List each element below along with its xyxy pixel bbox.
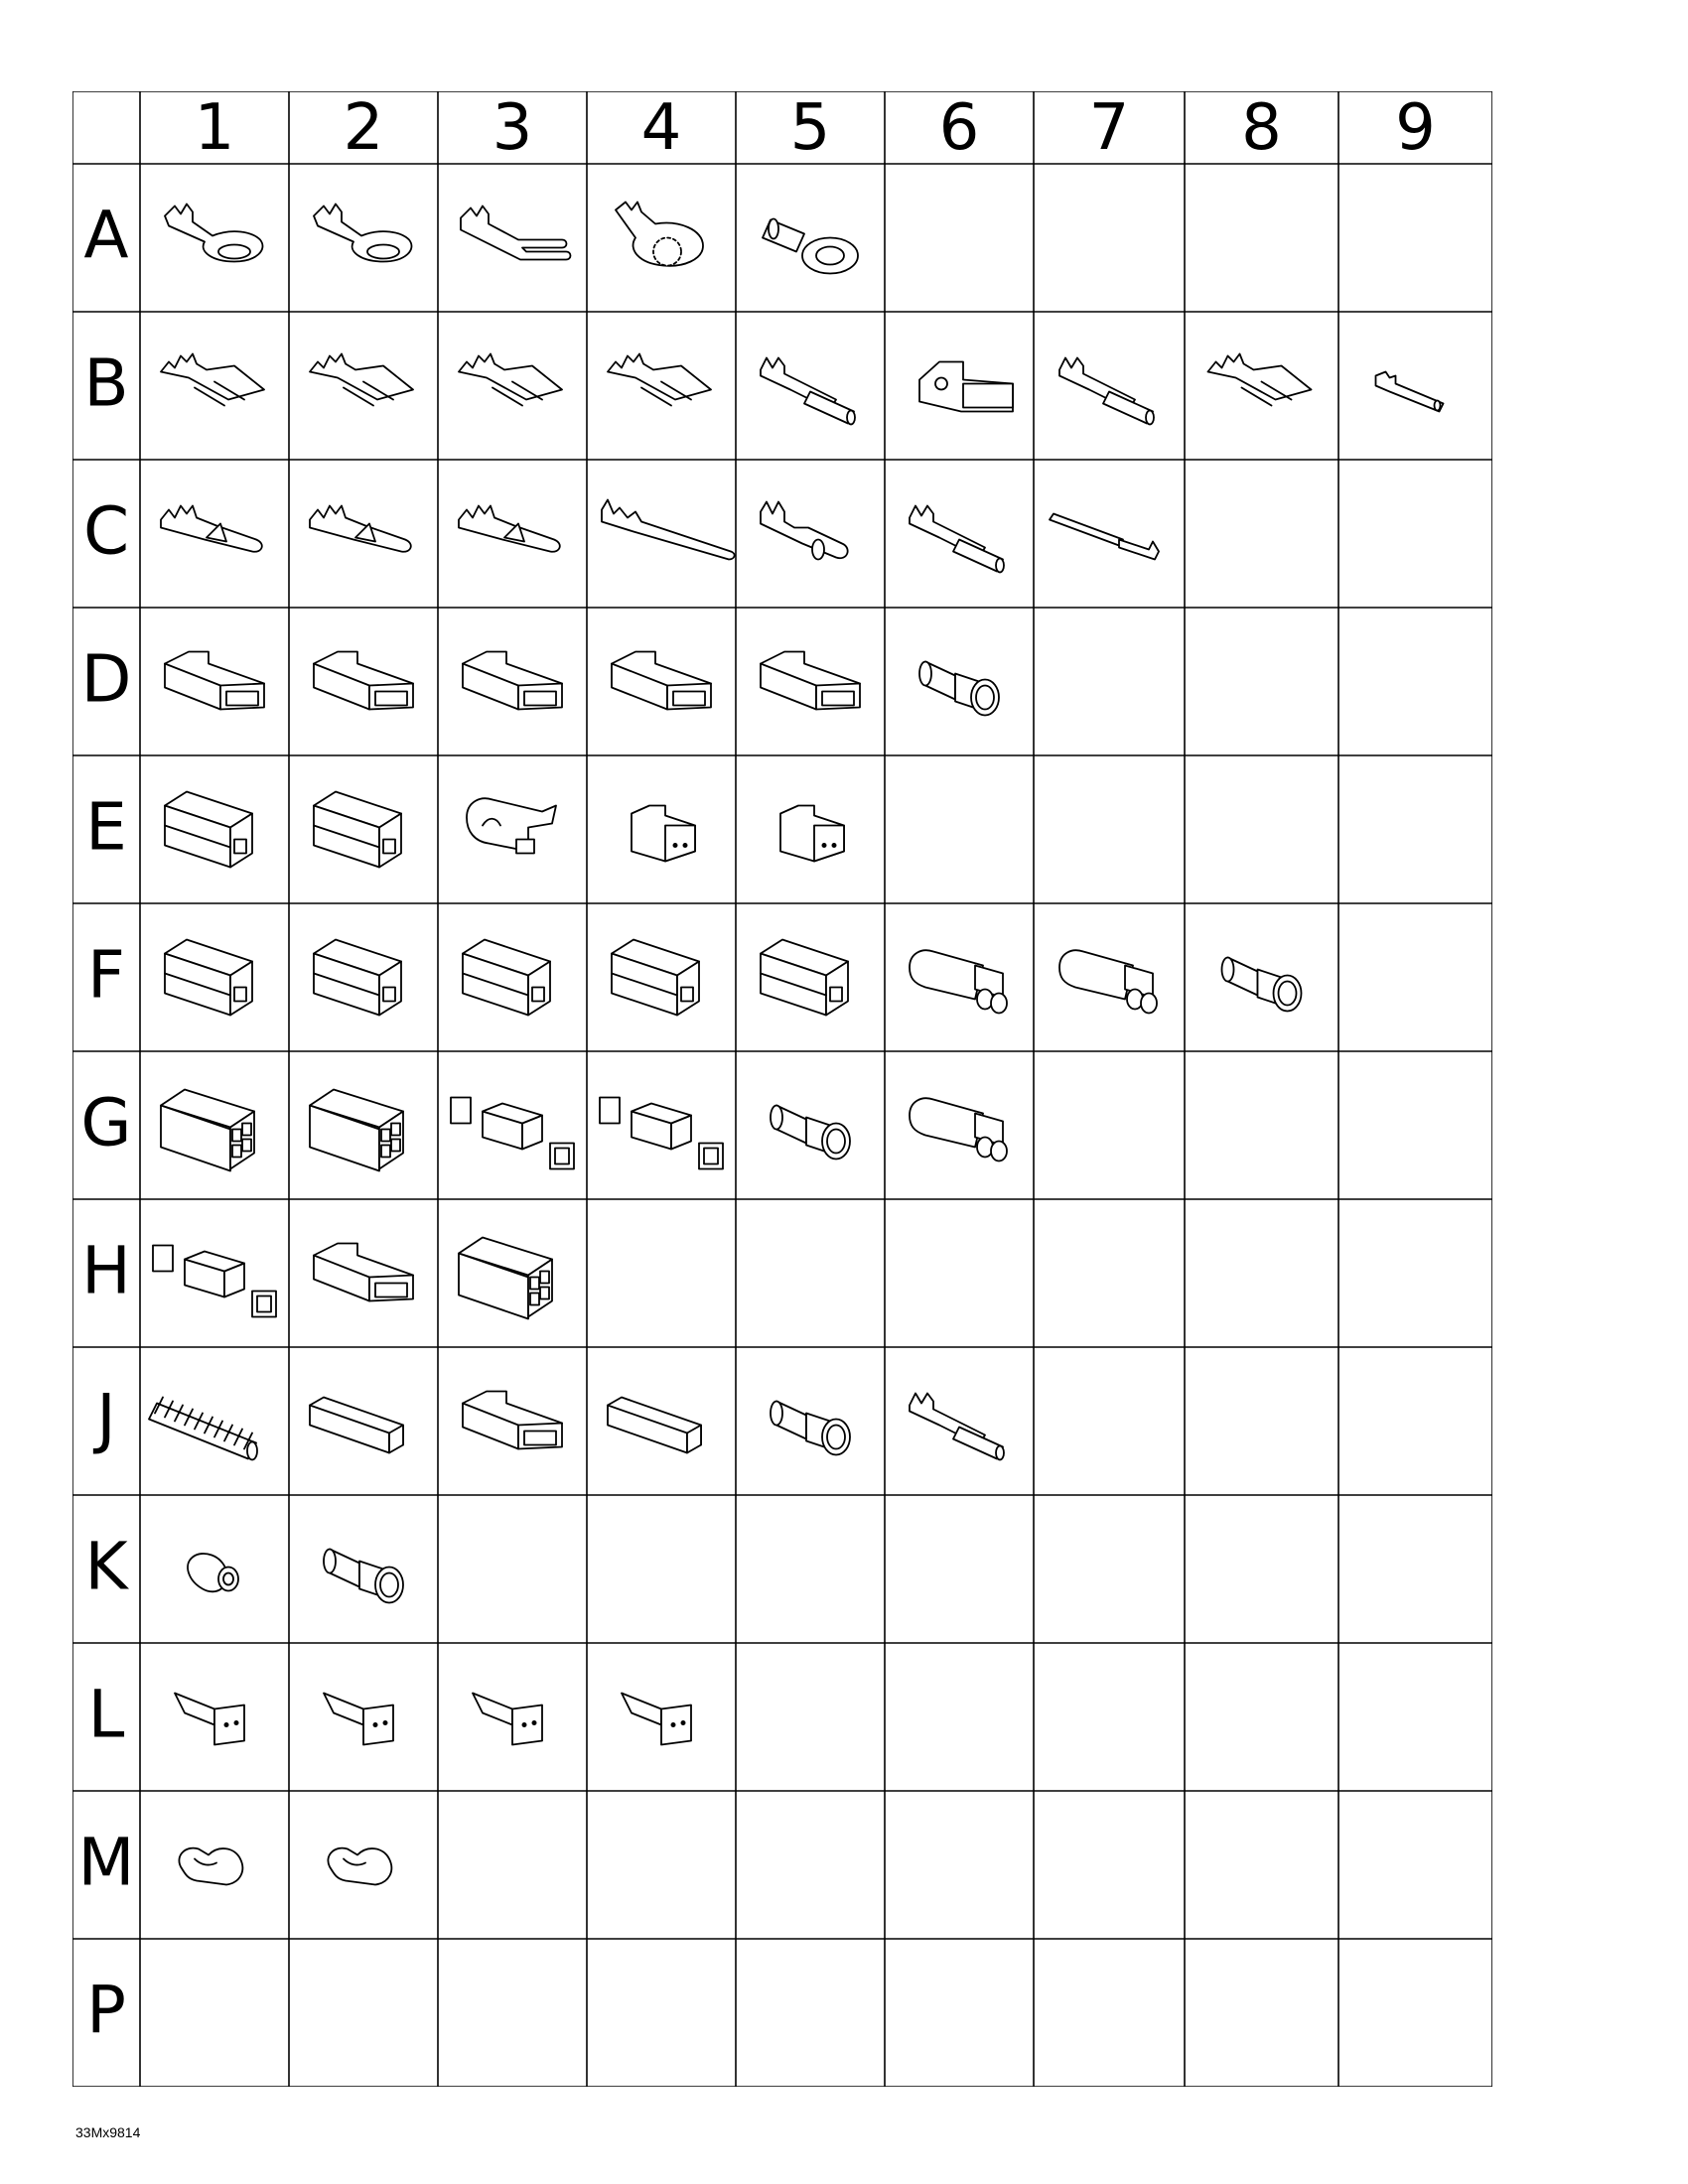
housing-1-icon xyxy=(761,652,860,710)
column-header: 9 xyxy=(1395,91,1436,166)
clip-icon xyxy=(179,1848,242,1885)
clip-icon xyxy=(328,1848,391,1885)
pin-small-icon xyxy=(1376,372,1444,412)
terminal-female-icon xyxy=(161,354,264,406)
row-header: E xyxy=(85,788,127,866)
fuse-holder-icon xyxy=(608,1398,701,1453)
housing-2-icon xyxy=(165,792,252,868)
flag-terminal-icon xyxy=(919,362,1013,412)
housing-2-icon xyxy=(314,940,401,1016)
connector-sealed-icon xyxy=(1059,950,1157,1013)
row-header: H xyxy=(81,1232,131,1309)
row-header: B xyxy=(83,344,129,422)
row-header: J xyxy=(96,1380,116,1457)
connector-round-icon xyxy=(771,1106,850,1160)
figure-id: 33Mx9814 xyxy=(75,2124,141,2140)
column-header: 2 xyxy=(343,91,384,166)
terminal-tab-icon xyxy=(314,205,411,262)
row-header: F xyxy=(87,936,125,1014)
housing-seal-icon xyxy=(451,1098,574,1169)
row-header: L xyxy=(87,1676,125,1753)
terminal-female-icon xyxy=(608,354,711,406)
blade-male-icon xyxy=(310,506,411,552)
terminal-fork-icon xyxy=(461,206,571,260)
housing-1-icon xyxy=(314,652,413,710)
column-header: 5 xyxy=(789,91,831,166)
terminal-star-icon xyxy=(616,203,703,266)
pin-long-icon xyxy=(1050,514,1159,560)
wedge-lock-icon xyxy=(324,1694,393,1745)
column-header: 8 xyxy=(1241,91,1282,166)
housing-small-icon xyxy=(780,806,844,862)
connector-round-icon xyxy=(1222,958,1302,1012)
fuse-holder-icon xyxy=(310,1398,403,1453)
housing-seal-icon xyxy=(153,1246,276,1317)
connector-sealed-icon xyxy=(910,950,1007,1013)
terminal-female-icon xyxy=(1208,354,1312,406)
wedge-lock-icon xyxy=(175,1694,244,1745)
connector-round-icon xyxy=(324,1550,403,1603)
housing-1-icon xyxy=(314,1244,413,1301)
housing-latch-icon xyxy=(467,798,556,853)
seal-grommet-icon xyxy=(188,1554,238,1591)
column-header: 6 xyxy=(938,91,980,166)
pin-female-icon xyxy=(761,358,855,425)
pin-male-icon xyxy=(761,502,848,560)
wedge-lock-icon xyxy=(622,1694,691,1745)
blade-long-icon xyxy=(602,500,735,560)
terminal-tab-icon xyxy=(165,205,262,262)
connector-sealed-icon xyxy=(910,1098,1007,1160)
housing-4-icon xyxy=(310,1090,403,1171)
housing-1-icon xyxy=(463,652,562,710)
row-header: K xyxy=(84,1528,128,1605)
row-header: G xyxy=(80,1084,132,1161)
row-header: M xyxy=(77,1824,135,1901)
pin-female-icon xyxy=(910,506,1004,573)
row-header: C xyxy=(82,492,130,570)
row-header: A xyxy=(83,197,129,274)
blade-male-icon xyxy=(459,506,560,552)
housing-1-icon xyxy=(165,652,264,710)
row-header: D xyxy=(80,640,132,718)
corrugated-tube-icon xyxy=(149,1398,257,1460)
connector-round-icon xyxy=(771,1402,850,1455)
housing-4-icon xyxy=(161,1090,254,1171)
terminal-female-icon xyxy=(459,354,562,406)
column-header: 1 xyxy=(194,91,235,166)
connector-round-icon xyxy=(919,662,999,716)
housing-small-icon xyxy=(632,806,695,862)
pin-female-icon xyxy=(910,1394,1004,1460)
housing-2-icon xyxy=(761,940,848,1016)
terminal-female-icon xyxy=(310,354,413,406)
housing-4-icon xyxy=(459,1238,552,1319)
housing-2-icon xyxy=(314,792,401,868)
column-header: 7 xyxy=(1088,91,1130,166)
housing-2-icon xyxy=(612,940,699,1016)
wedge-lock-icon xyxy=(473,1694,542,1745)
housing-1-icon xyxy=(463,1392,562,1449)
housing-1-icon xyxy=(612,652,711,710)
column-header: 4 xyxy=(640,91,682,166)
pin-female-icon xyxy=(1059,358,1154,425)
column-header: 3 xyxy=(492,91,533,166)
housing-2-icon xyxy=(165,940,252,1016)
blade-male-icon xyxy=(161,506,262,552)
ring-terminal-icon xyxy=(763,219,858,274)
housing-seal-icon xyxy=(600,1098,723,1169)
row-header: P xyxy=(86,1972,126,2049)
connector-reference-grid xyxy=(72,91,1492,2087)
housing-2-icon xyxy=(463,940,550,1016)
